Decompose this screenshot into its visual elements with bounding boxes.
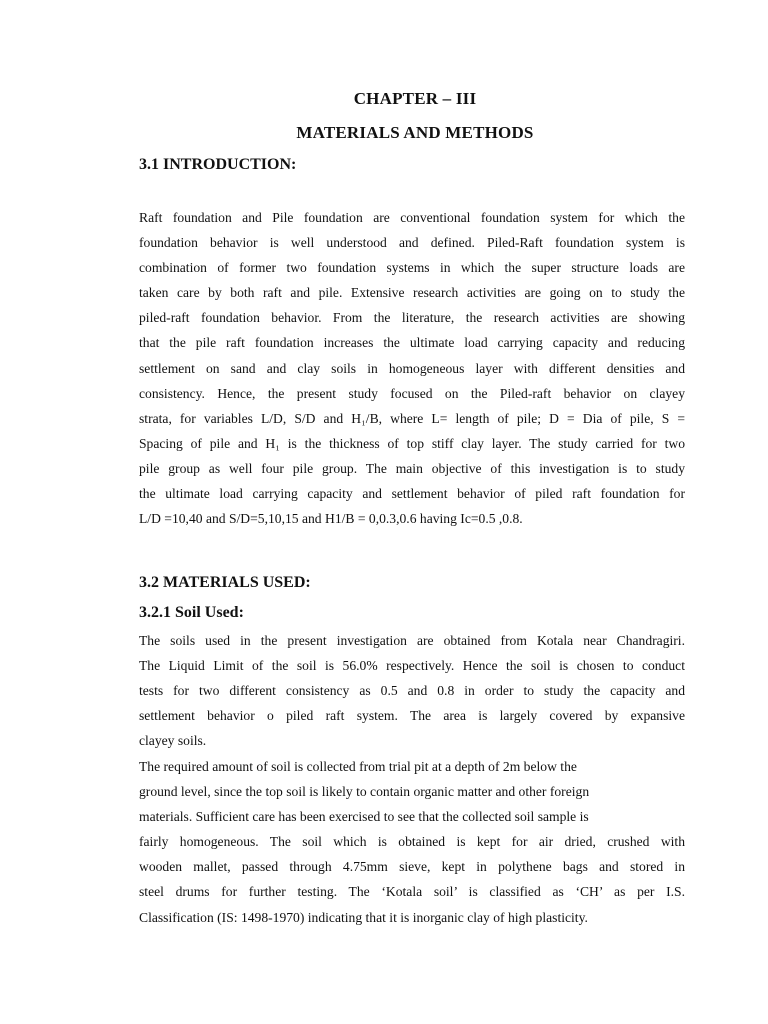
- section-heading-materials-used: 3.2 MATERIALS USED:: [139, 574, 311, 591]
- soil-paragraph-2: [139, 754, 685, 930]
- paragraph-line: taken care by both raft and pile. Extensive research activities are going on to study the: [139, 285, 685, 301]
- paragraph-line: Spacing of pile and H₁ is the thickness of top stiff clay layer. The study carried for two: [139, 435, 685, 451]
- paragraph-line: combination of former two foundation systems in which the super structure loads are: [139, 260, 685, 276]
- paragraph-line: consistency. Hence, the present study focused on the Piled-raft behavior on clayey: [139, 385, 685, 401]
- paragraph-line: The soils used in the present investigation are obtained from Kotala near Chandragiri.: [139, 633, 685, 648]
- introduction-paragraph: [139, 205, 685, 531]
- soil-paragraph-1: [139, 628, 685, 753]
- paragraph-line: the ultimate load carrying capacity and settlement behavior of piled raft foundation for: [139, 486, 685, 502]
- paragraph-line: Raft foundation and Pile foundation are conventional foundation system for which the: [139, 210, 685, 225]
- chapter-subtitle: MATERIALS AND METHODS: [296, 123, 534, 142]
- paragraph-line: The required amount of soil is collected from trial pit at a depth of 2m below the: [139, 759, 577, 774]
- paragraph-line: The Liquid Limit of the soil is 56.0% respectively. Hence the soil is chosen to conduct: [139, 658, 685, 674]
- paragraph-line: L/D =10,40 and S/D=5,10,15 and H1/B = 0,0.3,0.6 having Ic=0.5 ,0.8.: [139, 511, 523, 527]
- paragraph-line: settlement on sand and clay soils in homogeneous layer with different densities and: [139, 360, 685, 376]
- chapter-title: CHAPTER – III: [353, 89, 477, 108]
- paragraph-line: foundation behavior is well understood and defined. Piled-Raft foundation system is: [139, 235, 685, 251]
- paragraph-line: piled-raft foundation behavior. From the literature, the research activities are showing: [139, 310, 685, 326]
- paragraph-line: strata, for variables L/D, S/D and H₁/B, where L= length of pile; D = Dia of pile, S =: [139, 410, 685, 426]
- paragraph-line: ground level, since the top soil is likely to contain organic matter and other foreign: [139, 784, 590, 800]
- paragraph-line: steel drums for further testing. The ‘Kotala soil’ is classified as ‘CH’ as per I.S.: [139, 884, 685, 900]
- paragraph-line: materials. Sufficient care has been exercised to see that the collected soil sample is: [139, 809, 589, 825]
- paragraph-line: settlement behavior o piled raft system. The area is largely covered by expansive: [139, 708, 685, 724]
- paragraph-line: tests for two different consistency as 0.5 and 0.8 in order to study the capacity and: [139, 683, 685, 699]
- subsection-heading-soil-used: 3.2.1 Soil Used:: [139, 604, 244, 621]
- paragraph-line: Classification (IS: 1498-1970) indicating that it is inorganic clay of high plasticity.: [139, 909, 588, 925]
- paragraph-line: clayey soils.: [139, 733, 207, 749]
- paragraph-line: fairly homogeneous. The soil which is obtained is kept for air dried, crushed with: [139, 834, 685, 850]
- paragraph-line: wooden mallet, passed through 4.75mm sieve, kept in polythene bags and stored in: [139, 859, 685, 875]
- section-heading-introduction: 3.1 INTRODUCTION:: [139, 156, 297, 173]
- paragraph-line: that the pile raft foundation increases the ultimate load carrying capacity and reducing: [139, 335, 685, 351]
- paragraph-line: pile group as well four pile group. The main objective of this investigation is to study: [139, 460, 685, 476]
